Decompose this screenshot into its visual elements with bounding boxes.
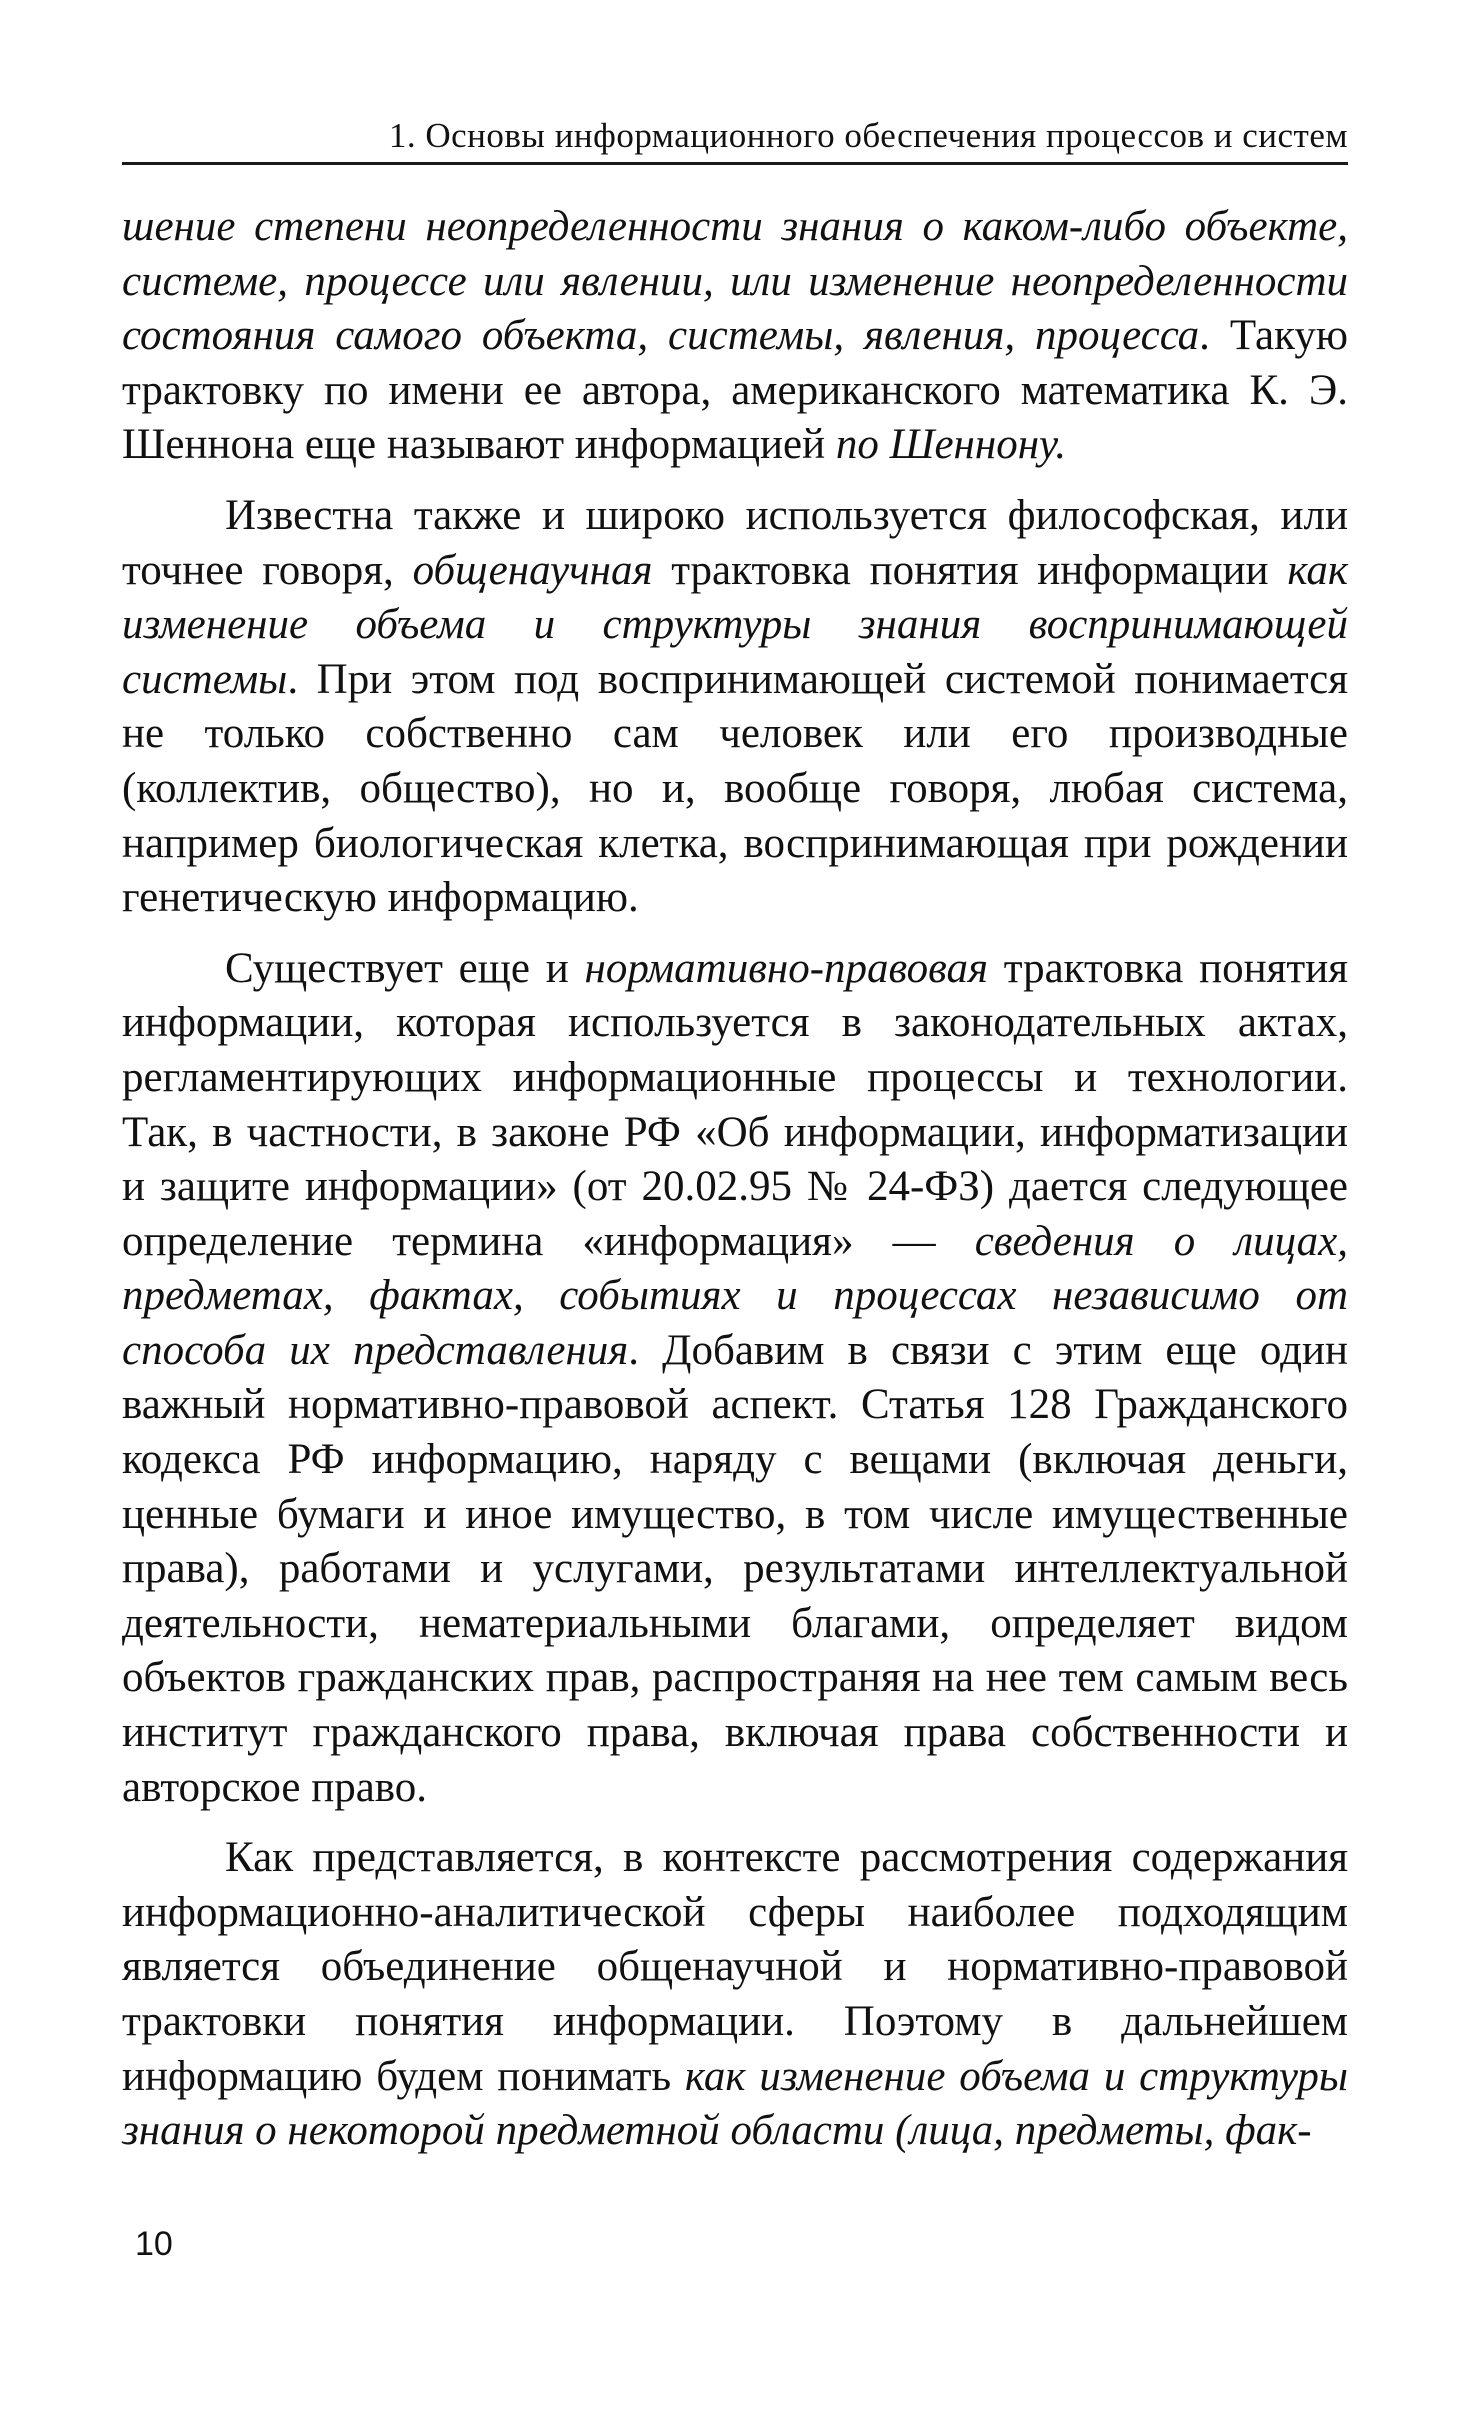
chapter-title: 1. Основы информационного обеспечения процессов и систем xyxy=(388,116,1348,155)
text-segment: Существует еще и xyxy=(225,944,585,992)
text-segment: Известна также и широко используется философская, или точнее говоря, xyxy=(122,491,1348,594)
italic-text-segment: по Шеннону. xyxy=(835,421,1067,469)
italic-text-segment: нормативно-правовая xyxy=(584,944,988,992)
paragraph-2 xyxy=(122,489,1348,926)
italic-text-segment: сведения о лицах, предметах, фактах, событиях и процессах независимо от способа их представления xyxy=(122,1217,1348,1374)
italic-text-segment: как изменение объема и структуры знания о некоторой предметной области (лица, предметы, фак- xyxy=(122,2052,1348,2155)
page-number: 10 xyxy=(135,2225,173,2263)
text-segment: трактовка понятия информации xyxy=(652,546,1288,594)
text-segment: . Добавим в связи с этим еще один важный нормативно-правовой аспект. Статья 128 Гражданского кодекса РФ информацию, наряду с вещами (включая деньги, ценные бумаги и иное имущество, в том числе имущественные права), работами и услугами, результатами интеллектуальной деятельности, нематериальными благами, определяет видом объектов гражданских прав, распространяя на нее тем самым весь институт гражданского права, включая права собственности и авторское право. xyxy=(122,1326,1348,1811)
italic-text-segment: общенаучная xyxy=(412,546,653,594)
paragraph-1 xyxy=(122,200,1348,473)
text-segment: Как представляется, в контексте рассмотрения содержания информационно-аналитической сферы наиболее подходящим является объединение общенаучной и нормативно-правовой трактовки понятия информации. Поэтому в дальнейшем информацию будем понимать xyxy=(122,1834,1348,2100)
paragraph-3 xyxy=(122,942,1348,1816)
text-segment: . Такую трактовку по имени ее автора, американского математика К. Э. Шеннона еще называют информацией xyxy=(122,312,1349,469)
text-segment: трактовка понятия информации, которая используется в законодательных актах, регламентирующих информационные процессы и технологии. Так, в частности, в законе РФ «Об информации, информатизации и защите информации» (от 20.02.95 № 24-ФЗ) дается следующее определение термина «информация» — xyxy=(122,944,1348,1265)
paragraph-4 xyxy=(122,1831,1348,2159)
text-segment: . При этом под воспринимающей системой понимается не только собственно сам человек или его производные (коллектив, общество), но и, вообще говоря, любая система, например биологическая клетка, воспринимающая при рождении генетическую информацию. xyxy=(122,655,1348,922)
italic-text-segment: как изменение объема и структуры знания воспринимающей системы xyxy=(122,546,1348,703)
italic-text-segment: шение степени неопределенности знания о каком-либо объекте, системе, процессе или явлении, или изменение неопределенности состояния самого объекта, системы, явления, процесса xyxy=(122,203,1348,360)
running-header xyxy=(122,108,1348,165)
body-text xyxy=(122,200,1348,2159)
